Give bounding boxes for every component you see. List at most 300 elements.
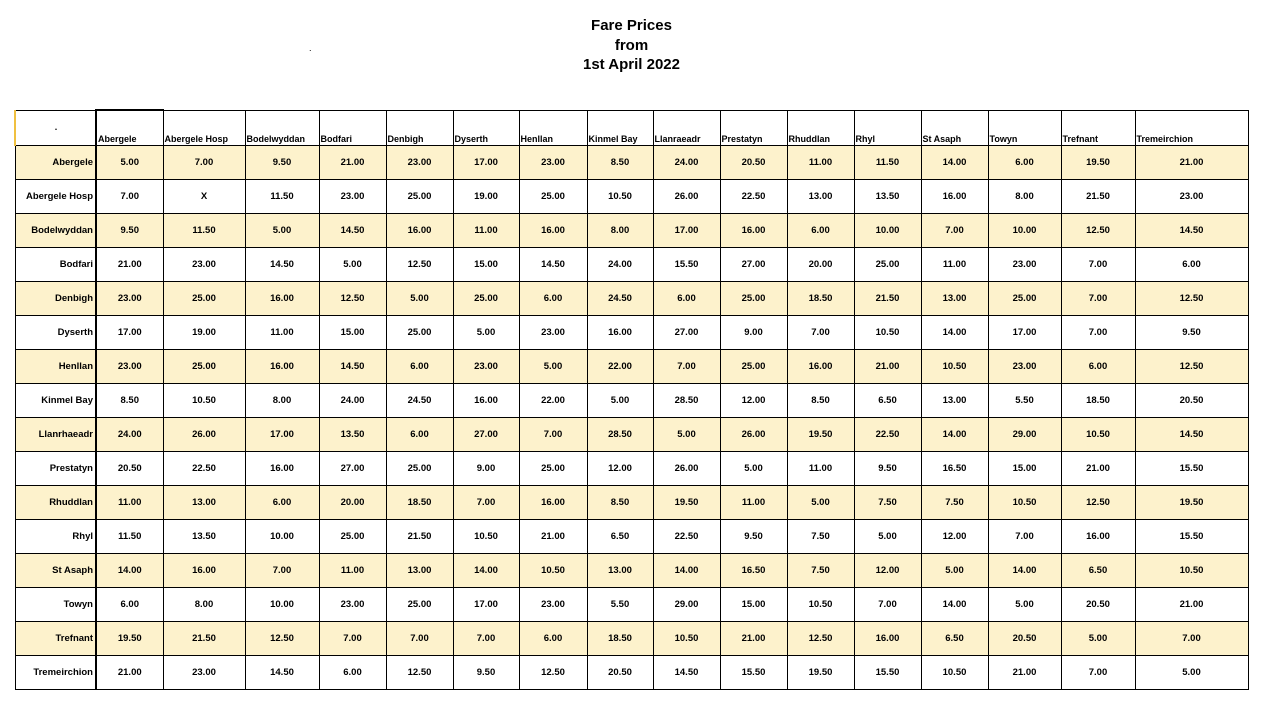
fare-cell: 5.00 <box>319 248 386 282</box>
fare-cell: 11.50 <box>96 520 163 554</box>
fare-cell: 23.00 <box>519 146 587 180</box>
fare-cell: 13.00 <box>787 180 854 214</box>
fare-cell: 14.50 <box>1135 214 1248 248</box>
fare-cell: 10.00 <box>988 214 1061 248</box>
fare-cell: 23.00 <box>519 588 587 622</box>
fare-cell: 12.50 <box>245 622 319 656</box>
column-header: Dyserth <box>453 110 519 146</box>
fare-cell: 21.50 <box>386 520 453 554</box>
fare-cell: 11.00 <box>787 146 854 180</box>
fare-cell: 11.00 <box>787 452 854 486</box>
fare-cell: 15.00 <box>720 588 787 622</box>
fare-cell: 16.00 <box>720 214 787 248</box>
table-row <box>15 588 1248 622</box>
fare-cell: 19.50 <box>96 622 163 656</box>
fare-cell: 21.00 <box>96 248 163 282</box>
fare-cell: 14.50 <box>245 656 319 690</box>
column-header: Rhuddlan <box>787 110 854 146</box>
fare-cell: 11.00 <box>453 214 519 248</box>
fare-cell: 10.50 <box>653 622 720 656</box>
fare-cell: 15.00 <box>453 248 519 282</box>
fare-cell: 19.00 <box>163 316 245 350</box>
fare-cell: 13.50 <box>163 520 245 554</box>
fare-cell: 23.00 <box>96 282 163 316</box>
fare-cell: 11.50 <box>245 180 319 214</box>
fare-cell: 22.50 <box>720 180 787 214</box>
fare-cell: 8.00 <box>988 180 1061 214</box>
fare-cell: 20.50 <box>1061 588 1135 622</box>
fare-cell: 5.00 <box>386 282 453 316</box>
fare-cell: 23.00 <box>386 146 453 180</box>
table-row <box>15 384 1248 418</box>
fare-table <box>14 109 1249 690</box>
table-row <box>15 350 1248 384</box>
fare-cell: 5.50 <box>587 588 653 622</box>
fare-cell: 25.00 <box>720 350 787 384</box>
fare-cell: 25.00 <box>519 452 587 486</box>
fare-cell: 7.00 <box>319 622 386 656</box>
fare-cell: 14.00 <box>921 588 988 622</box>
fare-cell: 10.00 <box>245 520 319 554</box>
fare-cell: 7.00 <box>1061 656 1135 690</box>
fare-cell: 25.00 <box>519 180 587 214</box>
fare-cell: 5.00 <box>96 146 163 180</box>
fare-cell: 25.00 <box>720 282 787 316</box>
fare-cell: 21.00 <box>1135 146 1248 180</box>
fare-cell: 18.50 <box>587 622 653 656</box>
fare-cell: X <box>163 180 245 214</box>
fare-cell: 10.50 <box>988 486 1061 520</box>
fare-cell: 6.00 <box>319 656 386 690</box>
column-header: Kinmel Bay <box>587 110 653 146</box>
fare-cell: 12.00 <box>921 520 988 554</box>
fare-cell: 19.50 <box>1135 486 1248 520</box>
stray-mark: . <box>309 43 312 53</box>
header-row <box>15 110 1248 146</box>
fare-cell: 9.50 <box>453 656 519 690</box>
fare-cell: 5.00 <box>1135 656 1248 690</box>
fare-cell: 5.00 <box>787 486 854 520</box>
row-header: Trefnant <box>15 622 96 656</box>
fare-cell: 5.00 <box>653 418 720 452</box>
fare-cell: 15.50 <box>1135 452 1248 486</box>
column-header: Abergele Hosp <box>163 110 245 146</box>
fare-cell: 25.00 <box>386 588 453 622</box>
fare-cell: 13.00 <box>163 486 245 520</box>
fare-cell: 23.00 <box>453 350 519 384</box>
fare-cell: 14.50 <box>519 248 587 282</box>
fare-cell: 24.00 <box>96 418 163 452</box>
fare-cell: 17.00 <box>453 146 519 180</box>
fare-cell: 8.50 <box>787 384 854 418</box>
fare-cell: 23.00 <box>163 248 245 282</box>
fare-cell: 5.00 <box>587 384 653 418</box>
column-header: Tremeirchion <box>1135 110 1248 146</box>
fare-cell: 8.50 <box>96 384 163 418</box>
fare-cell: 10.50 <box>921 350 988 384</box>
fare-cell: 6.50 <box>1061 554 1135 588</box>
page-title <box>0 16 1263 75</box>
row-header: Prestatyn <box>15 452 96 486</box>
fare-cell: 8.00 <box>245 384 319 418</box>
fare-cell: 15.00 <box>319 316 386 350</box>
fare-cell: 14.50 <box>245 248 319 282</box>
title-line-3: 1st April 2022 <box>583 56 680 73</box>
row-header: Bodfari <box>15 248 96 282</box>
fare-cell: 14.00 <box>453 554 519 588</box>
fare-cell: 12.50 <box>386 656 453 690</box>
fare-cell: 25.00 <box>453 282 519 316</box>
fare-cell: 16.00 <box>854 622 921 656</box>
fare-cell: 19.50 <box>787 418 854 452</box>
fare-cell: 13.50 <box>854 180 921 214</box>
fare-cell: 11.00 <box>921 248 988 282</box>
fare-cell: 6.50 <box>921 622 988 656</box>
fare-cell: 10.50 <box>854 316 921 350</box>
fare-cell: 16.00 <box>245 282 319 316</box>
fare-cell: 16.00 <box>163 554 245 588</box>
fare-cell: 7.00 <box>653 350 720 384</box>
column-header: Bodfari <box>319 110 386 146</box>
fare-cell: 20.50 <box>96 452 163 486</box>
fare-cell: 14.50 <box>653 656 720 690</box>
fare-cell: 8.00 <box>163 588 245 622</box>
row-header: Rhyl <box>15 520 96 554</box>
fare-cell: 25.00 <box>386 180 453 214</box>
fare-cell: 22.00 <box>519 384 587 418</box>
fare-cell: 20.50 <box>988 622 1061 656</box>
fare-cell: 17.00 <box>653 214 720 248</box>
fare-cell: 9.50 <box>1135 316 1248 350</box>
fare-cell: 20.50 <box>587 656 653 690</box>
fare-cell: 17.00 <box>245 418 319 452</box>
fare-cell: 14.00 <box>653 554 720 588</box>
fare-cell: 29.00 <box>988 418 1061 452</box>
table-row <box>15 452 1248 486</box>
column-header: Denbigh <box>386 110 453 146</box>
fare-cell: 5.00 <box>921 554 988 588</box>
fare-cell: 12.50 <box>386 248 453 282</box>
fare-cell: 12.00 <box>587 452 653 486</box>
fare-cell: 27.00 <box>720 248 787 282</box>
fare-cell: 10.50 <box>921 656 988 690</box>
fare-cell: 7.00 <box>453 486 519 520</box>
fare-cell: 23.00 <box>1135 180 1248 214</box>
fare-cell: 21.00 <box>1061 452 1135 486</box>
row-header: Dyserth <box>15 316 96 350</box>
title-line-2: from <box>614 36 649 54</box>
fare-cell: 21.50 <box>854 282 921 316</box>
fare-cell: 20.00 <box>319 486 386 520</box>
fare-cell: 17.00 <box>988 316 1061 350</box>
fare-cell: 23.00 <box>163 656 245 690</box>
fare-cell: 7.00 <box>163 146 245 180</box>
column-header: Henllan <box>519 110 587 146</box>
fare-cell: 5.00 <box>245 214 319 248</box>
fare-cell: 11.00 <box>319 554 386 588</box>
fare-cell: 23.00 <box>319 180 386 214</box>
fare-cell: 28.50 <box>653 384 720 418</box>
row-header: Tremeirchion <box>15 656 96 690</box>
fare-cell: 7.00 <box>854 588 921 622</box>
fare-cell: 10.50 <box>163 384 245 418</box>
table-row <box>15 418 1248 452</box>
fare-cell: 22.50 <box>653 520 720 554</box>
column-header: Prestatyn <box>720 110 787 146</box>
row-header: Towyn <box>15 588 96 622</box>
fare-cell: 7.00 <box>988 520 1061 554</box>
fare-cell: 21.00 <box>988 656 1061 690</box>
fare-cell: 10.50 <box>787 588 854 622</box>
fare-cell: 16.00 <box>787 350 854 384</box>
fare-cell: 16.50 <box>720 554 787 588</box>
fare-cell: 7.00 <box>1135 622 1248 656</box>
fare-cell: 7.00 <box>1061 316 1135 350</box>
fare-cell: 5.50 <box>988 384 1061 418</box>
column-header: Rhyl <box>854 110 921 146</box>
fare-cell: 15.00 <box>988 452 1061 486</box>
fare-cell: 12.50 <box>319 282 386 316</box>
fare-cell: 6.00 <box>988 146 1061 180</box>
fare-cell: 21.50 <box>1061 180 1135 214</box>
row-header: Kinmel Bay <box>15 384 96 418</box>
fare-cell: 14.00 <box>988 554 1061 588</box>
fare-cell: 20.00 <box>787 248 854 282</box>
row-header: Abergele <box>15 146 96 180</box>
row-header: Abergele Hosp <box>15 180 96 214</box>
fare-cell: 16.00 <box>386 214 453 248</box>
column-header: Bodelwyddan <box>245 110 319 146</box>
fare-cell: 9.00 <box>720 316 787 350</box>
fare-cell: 16.50 <box>921 452 988 486</box>
table-row <box>15 180 1248 214</box>
fare-cell: 27.00 <box>653 316 720 350</box>
fare-cell: 26.00 <box>653 180 720 214</box>
fare-cell: 16.00 <box>921 180 988 214</box>
fare-cell: 25.00 <box>386 452 453 486</box>
fare-cell: 19.50 <box>787 656 854 690</box>
fare-cell: 6.00 <box>386 350 453 384</box>
fare-cell: 27.00 <box>453 418 519 452</box>
title-line-1: Fare Prices <box>591 17 672 34</box>
fare-cell: 10.00 <box>245 588 319 622</box>
fare-cell: 19.50 <box>1061 146 1135 180</box>
fare-cell: 16.00 <box>453 384 519 418</box>
fare-cell: 5.00 <box>519 350 587 384</box>
fare-cell: 6.50 <box>854 384 921 418</box>
fare-cell: 12.50 <box>1135 350 1248 384</box>
fare-cell: 24.00 <box>653 146 720 180</box>
fare-cell: 19.50 <box>653 486 720 520</box>
fare-cell: 6.00 <box>386 418 453 452</box>
fare-cell: 13.00 <box>921 282 988 316</box>
fare-cell: 18.50 <box>787 282 854 316</box>
fare-cell: 14.50 <box>319 350 386 384</box>
fare-cell: 20.50 <box>720 146 787 180</box>
fare-cell: 23.00 <box>519 316 587 350</box>
fare-cell: 21.00 <box>1135 588 1248 622</box>
fare-cell: 7.00 <box>453 622 519 656</box>
fare-cell: 11.00 <box>96 486 163 520</box>
fare-cell: 11.00 <box>720 486 787 520</box>
fare-cell: 7.50 <box>854 486 921 520</box>
fare-cell: 21.00 <box>720 622 787 656</box>
fare-cell: 17.00 <box>96 316 163 350</box>
fare-cell: 26.00 <box>163 418 245 452</box>
fare-cell: 6.00 <box>653 282 720 316</box>
fare-cell: 5.00 <box>453 316 519 350</box>
table-row <box>15 486 1248 520</box>
column-header: Towyn <box>988 110 1061 146</box>
row-header: Llanrhaeadr <box>15 418 96 452</box>
fare-cell: 22.50 <box>854 418 921 452</box>
fare-cell: 10.50 <box>453 520 519 554</box>
fare-cell: 13.00 <box>386 554 453 588</box>
fare-cell: 7.00 <box>96 180 163 214</box>
row-header: Bodelwyddan <box>15 214 96 248</box>
table-row <box>15 316 1248 350</box>
fare-cell: 5.00 <box>988 588 1061 622</box>
fare-cell: 8.50 <box>587 486 653 520</box>
fare-cell: 15.50 <box>1135 520 1248 554</box>
fare-cell: 25.00 <box>854 248 921 282</box>
fare-cell: 19.00 <box>453 180 519 214</box>
fare-cell: 7.00 <box>519 418 587 452</box>
table-row <box>15 214 1248 248</box>
fare-cell: 9.00 <box>453 452 519 486</box>
fare-cell: 7.00 <box>1061 248 1135 282</box>
fare-cell: 9.50 <box>245 146 319 180</box>
fare-cell: 7.50 <box>921 486 988 520</box>
fare-cell: 10.00 <box>854 214 921 248</box>
fare-cell: 8.50 <box>587 146 653 180</box>
column-header: St Asaph <box>921 110 988 146</box>
fare-cell: 29.00 <box>653 588 720 622</box>
fare-cell: 25.00 <box>386 316 453 350</box>
fare-cell: 23.00 <box>96 350 163 384</box>
fare-cell: 7.00 <box>245 554 319 588</box>
fare-cell: 16.00 <box>519 486 587 520</box>
fare-cell: 5.00 <box>854 520 921 554</box>
fare-cell: 11.50 <box>854 146 921 180</box>
corner-cell: . <box>15 110 96 146</box>
table-row <box>15 622 1248 656</box>
fare-cell: 10.50 <box>587 180 653 214</box>
fare-cell: 6.00 <box>519 282 587 316</box>
fare-cell: 28.50 <box>587 418 653 452</box>
table-row <box>15 520 1248 554</box>
fare-cell: 14.00 <box>921 316 988 350</box>
fare-cell: 21.00 <box>519 520 587 554</box>
fare-cell: 6.00 <box>96 588 163 622</box>
fare-cell: 14.50 <box>319 214 386 248</box>
fare-cell: 7.00 <box>386 622 453 656</box>
fare-cell: 12.50 <box>519 656 587 690</box>
fare-cell: 20.50 <box>1135 384 1248 418</box>
fare-cell: 16.00 <box>245 350 319 384</box>
fare-cell: 12.00 <box>854 554 921 588</box>
fare-cell: 18.50 <box>386 486 453 520</box>
fare-cell: 13.00 <box>587 554 653 588</box>
fare-table-body <box>15 146 1248 690</box>
fare-cell: 23.00 <box>988 248 1061 282</box>
column-header: Abergele <box>96 110 163 146</box>
fare-cell: 6.00 <box>787 214 854 248</box>
fare-cell: 14.00 <box>921 146 988 180</box>
table-row <box>15 282 1248 316</box>
row-header: Rhuddlan <box>15 486 96 520</box>
fare-cell: 24.50 <box>386 384 453 418</box>
fare-cell: 12.00 <box>720 384 787 418</box>
fare-cell: 25.00 <box>319 520 386 554</box>
fare-cell: 26.00 <box>653 452 720 486</box>
fare-cell: 9.50 <box>720 520 787 554</box>
fare-cell: 23.00 <box>988 350 1061 384</box>
fare-cell: 6.50 <box>587 520 653 554</box>
fare-cell: 22.50 <box>163 452 245 486</box>
fare-cell: 16.00 <box>519 214 587 248</box>
fare-cell: 13.00 <box>921 384 988 418</box>
fare-cell: 12.50 <box>787 622 854 656</box>
fare-cell: 7.00 <box>787 316 854 350</box>
fare-cell: 7.50 <box>787 520 854 554</box>
fare-cell: 24.00 <box>319 384 386 418</box>
fare-cell: 5.00 <box>1061 622 1135 656</box>
fare-cell: 7.00 <box>921 214 988 248</box>
fare-cell: 16.00 <box>245 452 319 486</box>
fare-cell: 15.50 <box>720 656 787 690</box>
fare-cell: 15.50 <box>653 248 720 282</box>
fare-cell: 12.50 <box>1061 214 1135 248</box>
fare-cell: 23.00 <box>319 588 386 622</box>
fare-cell: 13.50 <box>319 418 386 452</box>
fare-cell: 21.00 <box>319 146 386 180</box>
table-row <box>15 146 1248 180</box>
fare-cell: 26.00 <box>720 418 787 452</box>
fare-cell: 16.00 <box>587 316 653 350</box>
fare-cell: 21.00 <box>96 656 163 690</box>
fare-cell: 25.00 <box>163 350 245 384</box>
fare-cell: 10.50 <box>519 554 587 588</box>
table-row <box>15 554 1248 588</box>
fare-cell: 12.50 <box>1061 486 1135 520</box>
column-header: Trefnant <box>1061 110 1135 146</box>
fare-cell: 11.50 <box>163 214 245 248</box>
fare-cell: 17.00 <box>453 588 519 622</box>
fare-cell: 6.00 <box>1061 350 1135 384</box>
fare-cell: 7.50 <box>787 554 854 588</box>
fare-cell: 8.00 <box>587 214 653 248</box>
fare-cell: 14.00 <box>921 418 988 452</box>
fare-cell: 22.00 <box>587 350 653 384</box>
fare-cell: 10.50 <box>1061 418 1135 452</box>
table-row <box>15 248 1248 282</box>
row-header: St Asaph <box>15 554 96 588</box>
fare-cell: 21.00 <box>854 350 921 384</box>
fare-cell: 24.00 <box>587 248 653 282</box>
fare-cell: 14.50 <box>1135 418 1248 452</box>
fare-cell: 25.00 <box>988 282 1061 316</box>
fare-cell: 16.00 <box>1061 520 1135 554</box>
fare-cell: 27.00 <box>319 452 386 486</box>
fare-cell: 7.00 <box>1061 282 1135 316</box>
fare-cell: 18.50 <box>1061 384 1135 418</box>
fare-cell: 5.00 <box>720 452 787 486</box>
fare-cell: 6.00 <box>245 486 319 520</box>
fare-cell: 12.50 <box>1135 282 1248 316</box>
table-row <box>15 656 1248 690</box>
fare-cell: 10.50 <box>1135 554 1248 588</box>
